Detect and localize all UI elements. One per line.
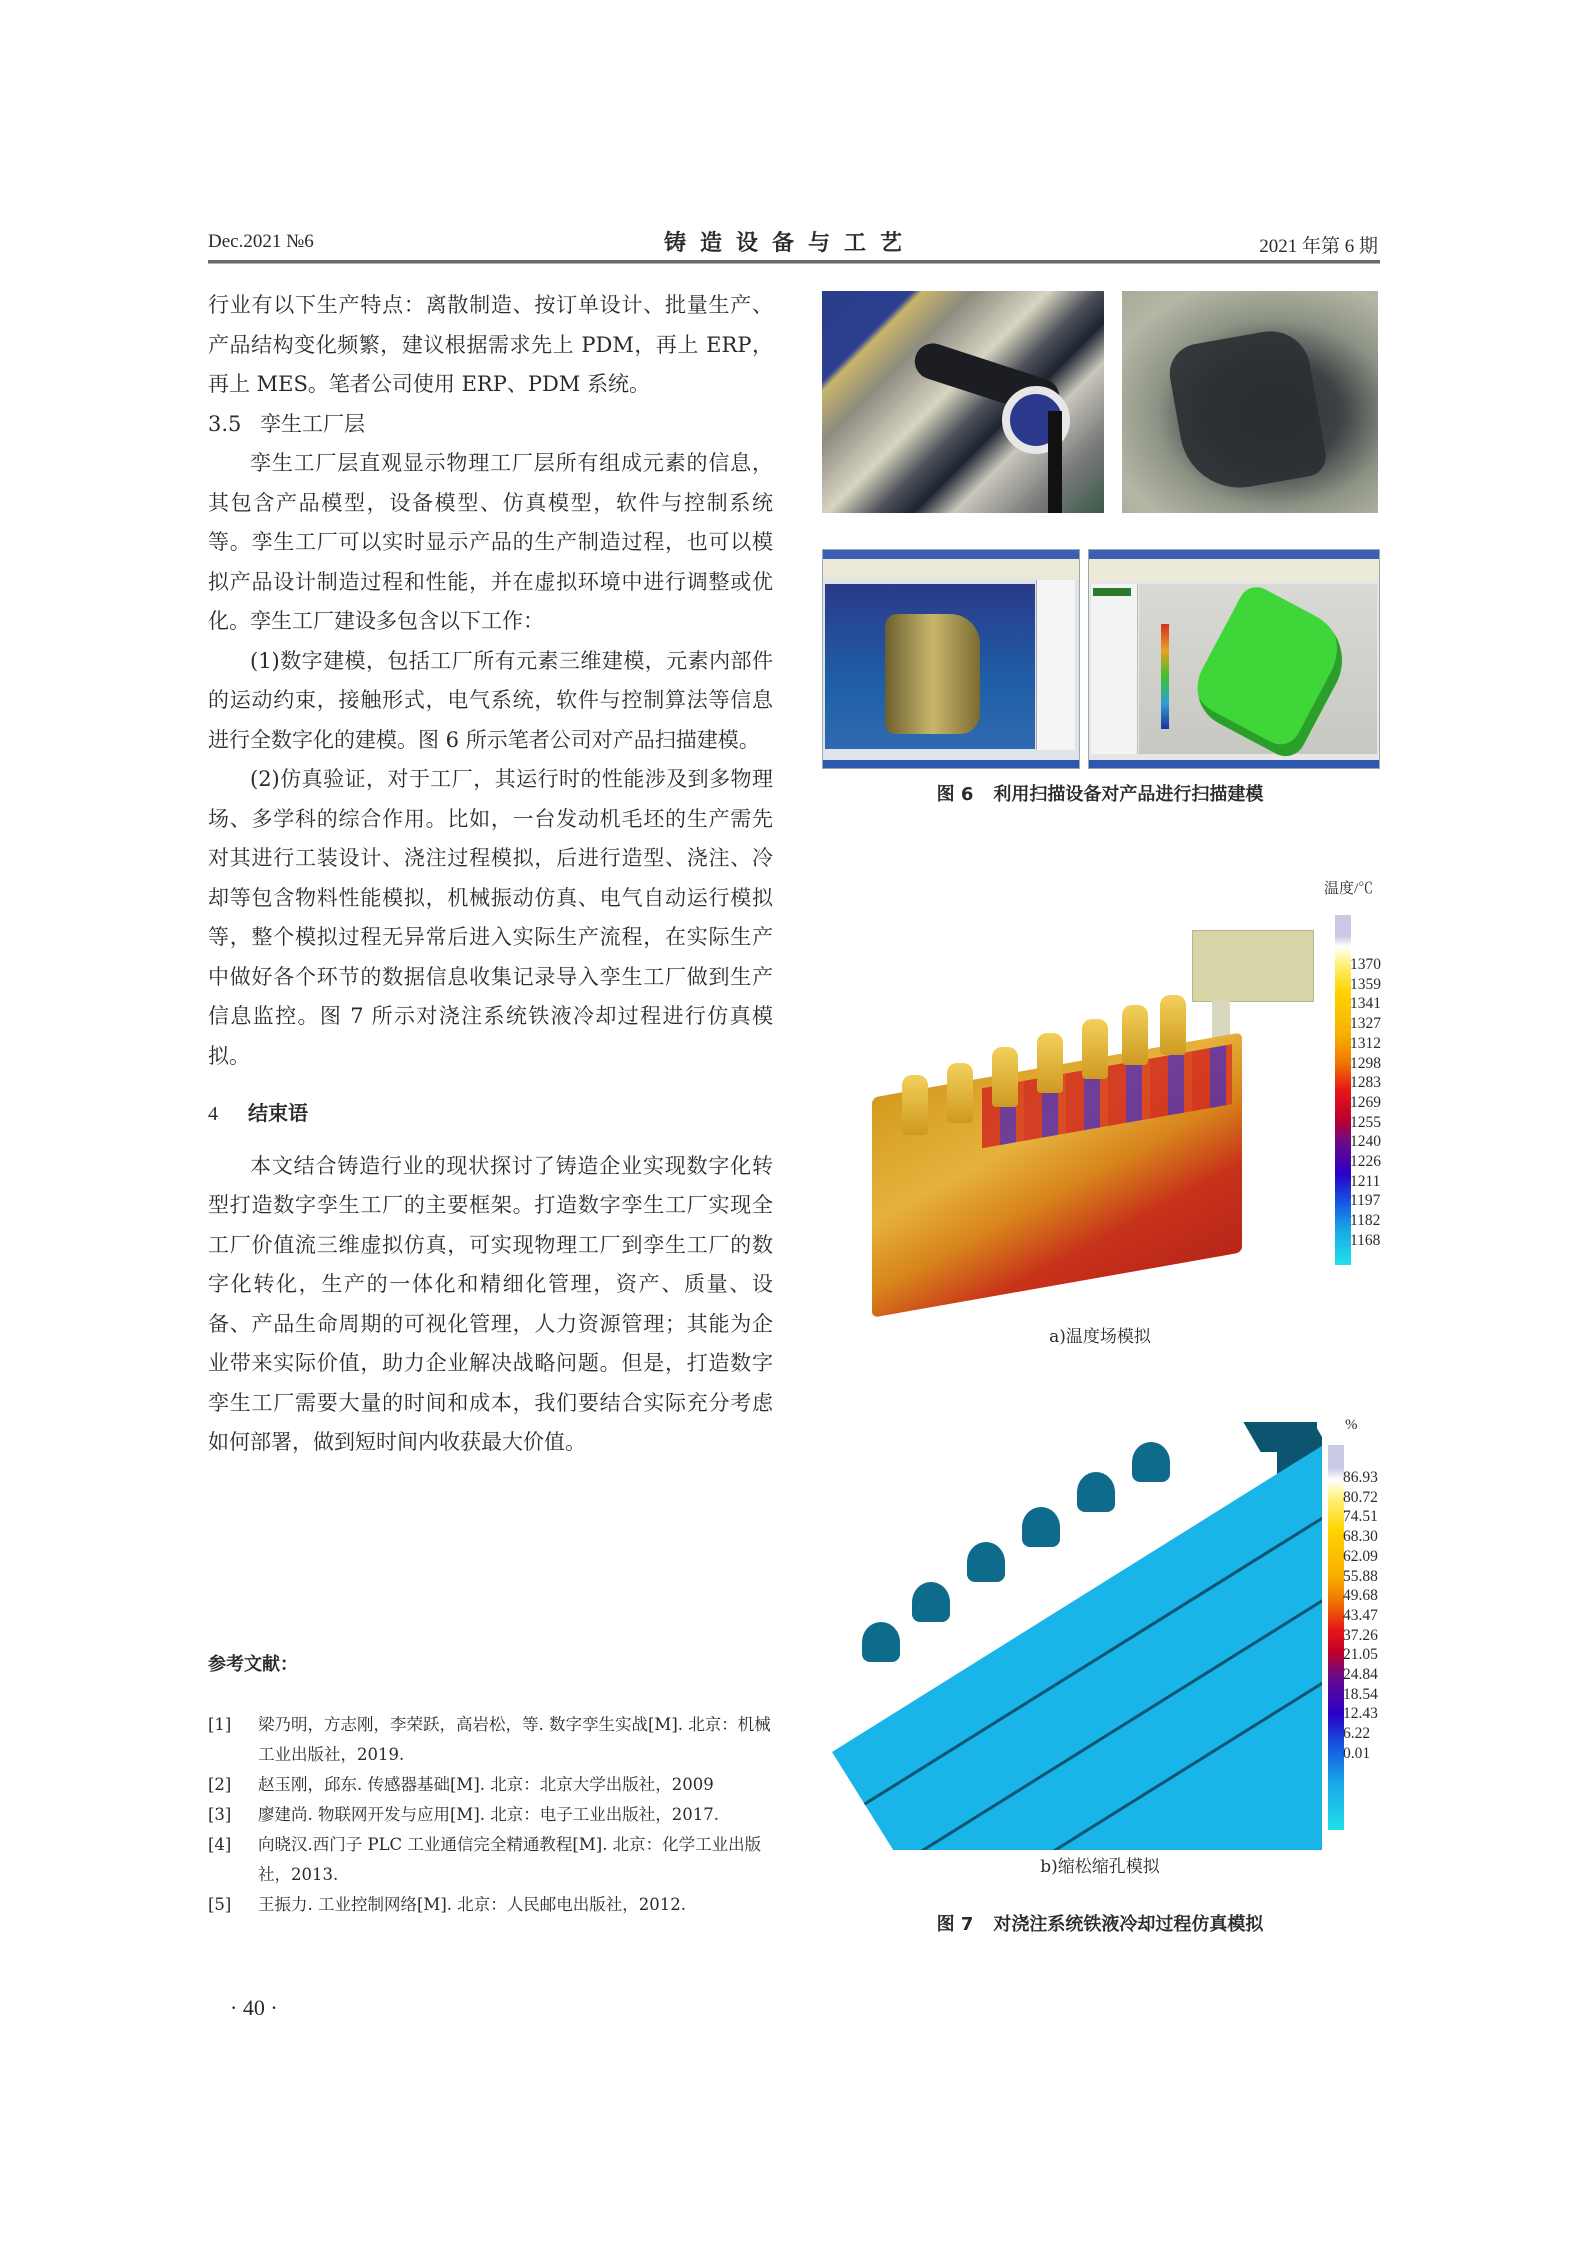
window-titlebar bbox=[1089, 550, 1379, 559]
legend-value: 1298 bbox=[1350, 1054, 1381, 1072]
pouring-cup bbox=[1192, 930, 1314, 1002]
temperature-color-bar bbox=[1335, 915, 1351, 1265]
porosity-legend-values bbox=[1343, 1468, 1378, 1764]
figure-number: 图 7 bbox=[936, 1914, 974, 1935]
legend-value: 0.01 bbox=[1343, 1744, 1371, 1762]
legend-value: 1269 bbox=[1350, 1093, 1381, 1111]
side-panel bbox=[1091, 584, 1138, 754]
legend-value: 1283 bbox=[1350, 1074, 1381, 1092]
reference-text: 梁乃明，方志刚，李荣跃，高岩松，等. 数字孪生实战[M]. 北京：机械工业出版社，2019. bbox=[258, 1715, 771, 1764]
riser bbox=[912, 1582, 950, 1622]
temperature-legend-values bbox=[1350, 955, 1381, 1251]
panel-header bbox=[1093, 588, 1131, 596]
journal-issue-en: Dec.2021 №6 bbox=[208, 231, 314, 252]
legend-value: 18.54 bbox=[1343, 1685, 1378, 1703]
shrinkage-porosity-simulation bbox=[832, 1422, 1322, 1850]
legend-value: 1255 bbox=[1350, 1113, 1381, 1131]
figure-7a-subcaption: a)温度场模拟 bbox=[1049, 1327, 1151, 1347]
riser bbox=[1132, 1442, 1170, 1482]
reference-item bbox=[208, 1890, 773, 1920]
legend-value: 55.88 bbox=[1343, 1567, 1378, 1585]
legend-value: 24.84 bbox=[1343, 1666, 1378, 1684]
legend-value: 62.09 bbox=[1343, 1547, 1378, 1565]
window-titlebar bbox=[823, 550, 1079, 559]
figure-caption-text: 利用扫描设备对产品进行扫描建模 bbox=[993, 784, 1264, 805]
paragraph: 行业有以下生产特点：离散制造、按订单设计、批量生产、产品结构变化频繁，建议根据需求先上 PDM，再上 ERP，再上 MES。笔者公司使用 ERP、PDM 系统。 bbox=[208, 293, 773, 396]
edge-line bbox=[901, 1534, 1322, 1850]
legend-value: 1312 bbox=[1350, 1034, 1381, 1052]
window-toolbar bbox=[823, 559, 1079, 579]
reference-number: [5] bbox=[208, 1895, 232, 1914]
edge-line bbox=[864, 1474, 1322, 1805]
riser bbox=[902, 1075, 928, 1135]
references-title: 参考文献： bbox=[208, 1654, 298, 1675]
legend-value: 1197 bbox=[1350, 1192, 1381, 1210]
header-rule bbox=[208, 260, 1380, 264]
legend-value: 1240 bbox=[1350, 1133, 1381, 1151]
paragraph: 孪生工厂层直观显示物理工厂层所有组成元素的信息，其包含产品模型，设备模型、仿真模型，软件与控制系统等。孪生工厂可以实时显示产品的生产制造过程，也可以模拟产品设计制造过程和性能，并在虚拟环境中进行调整或优化。孪生工厂建设多包含以下工作： bbox=[208, 451, 773, 633]
riser bbox=[1122, 1005, 1148, 1065]
taskbar bbox=[1089, 760, 1379, 768]
paragraph: 本文结合铸造行业的现状探讨了铸造企业实现数字化转型打造数字孪生工厂的主要框架。打造数字孪生工厂实现全工厂价值流三维虚拟仿真，可实现物理工厂到孪生工厂的数字化转化，生产的一体化和精细化管理，资产、质量、设备、产品生命周期的可视化管理，人力资源管理；其能为企业带来实际价值，助力企业解决战略问题。但是，打造数字孪生工厂需要大量的时间和成本，我们要结合实际充分考虑如何部署，做到短时间内收获最大价值。 bbox=[208, 1153, 773, 1454]
figure-caption-text: 对浇注系统铁液冷却过程仿真模拟 bbox=[993, 1914, 1264, 1935]
journal-title: 铸造设备与工艺 bbox=[663, 230, 916, 256]
riser bbox=[967, 1542, 1005, 1582]
reference-item bbox=[208, 1770, 773, 1800]
reference-number: [2] bbox=[208, 1775, 232, 1794]
3d-viewport bbox=[825, 584, 1035, 749]
tripod-pole bbox=[1048, 411, 1062, 513]
reference-text: 廖建尚. 物联网开发与应用[M]. 北京：电子工业出版社，2017. bbox=[258, 1805, 719, 1824]
reference-item bbox=[208, 1800, 773, 1830]
legend-value: 12.43 bbox=[1343, 1705, 1378, 1723]
legend-title: % bbox=[1345, 1417, 1358, 1433]
scan-software-screenshot bbox=[822, 549, 1080, 769]
reference-number: [1] bbox=[208, 1715, 232, 1734]
figure-number: 图 6 bbox=[936, 784, 974, 805]
window-toolbar bbox=[1089, 559, 1379, 581]
figure-6-caption bbox=[822, 780, 1378, 806]
section-number: 4 bbox=[208, 1103, 218, 1125]
left-column bbox=[208, 286, 773, 1463]
paragraph: (2)仿真验证，对于工厂，其运行时的性能涉及到多物理场、多学科的综合作用。比如，一台发动机毛坯的生产需先对其进行工装设计、浇注过程模拟，后进行造型、浇注、冷却等包含物料性能模拟，机械振动仿真、电气自动运行模拟等，整个模拟过程无异常后进入实际生产流程，在实际生产中做好各个环节的数据信息收集记录导入孪生工厂做到生产信息监控。图 7 所示对浇注系统铁液冷却过程进行仿真模拟。 bbox=[208, 767, 773, 1068]
legend-value: 21.05 bbox=[1343, 1646, 1378, 1664]
3d-viewport bbox=[1139, 584, 1377, 754]
figure-7-caption bbox=[822, 1910, 1378, 1936]
section-number: 3.5 bbox=[208, 411, 242, 436]
reference-text: 向晓汉.西门子 PLC 工业通信完全精通教程[M]. 北京：化学工业出版社，2013. bbox=[258, 1835, 762, 1884]
scanned-model bbox=[885, 614, 980, 734]
figure-7b-subcaption: b)缩松缩孔模拟 bbox=[1040, 1857, 1160, 1877]
color-scale bbox=[1161, 624, 1169, 729]
temperature-field-simulation bbox=[862, 925, 1312, 1320]
reference-item bbox=[208, 1830, 773, 1890]
legend-value: 86.93 bbox=[1343, 1469, 1378, 1486]
legend-title: 温度/℃ bbox=[1324, 881, 1374, 897]
legend-value: 1168 bbox=[1350, 1231, 1381, 1249]
riser bbox=[1160, 995, 1186, 1055]
section-title: 孪生工厂层 bbox=[260, 411, 365, 436]
legend-value: 49.68 bbox=[1343, 1587, 1378, 1605]
riser bbox=[1077, 1472, 1115, 1512]
porosity-color-bar bbox=[1328, 1445, 1344, 1830]
taskbar bbox=[823, 760, 1079, 768]
riser bbox=[1082, 1019, 1108, 1079]
legend-value: 6.22 bbox=[1343, 1725, 1371, 1743]
section-heading-3-5 bbox=[208, 405, 773, 445]
deviation-model bbox=[1183, 581, 1359, 763]
side-panel bbox=[1036, 580, 1075, 750]
legend-value: 1370 bbox=[1350, 956, 1381, 973]
reference-number: [4] bbox=[208, 1835, 232, 1854]
legend-value: 1327 bbox=[1350, 1015, 1381, 1033]
legend-value: 1226 bbox=[1350, 1153, 1381, 1171]
paragraph: (1)数字建模，包括工厂所有元素三维建模，元素内部件的运动约束，接触形式，电气系统，软件与控制算法等信息进行全数字化的建模。图 6 所示笔者公司对产品扫描建模。 bbox=[208, 648, 773, 752]
scanner-photo bbox=[822, 291, 1104, 513]
section-heading-4 bbox=[208, 1094, 773, 1135]
riser bbox=[1022, 1507, 1060, 1547]
casting-part bbox=[1165, 325, 1329, 497]
page-number: · 40 · bbox=[230, 1995, 278, 2020]
riser bbox=[947, 1063, 973, 1123]
casting-part-photo bbox=[1122, 291, 1378, 513]
section-title: 结束语 bbox=[248, 1101, 308, 1125]
legend-value: 1182 bbox=[1350, 1212, 1381, 1230]
reference-item bbox=[208, 1710, 773, 1770]
references-list bbox=[208, 1710, 773, 1920]
journal-issue-cn: 2021 年第 6 期 bbox=[1259, 236, 1378, 257]
riser bbox=[1037, 1033, 1063, 1093]
legend-value: 1359 bbox=[1350, 975, 1381, 993]
legend-value: 68.30 bbox=[1343, 1528, 1378, 1546]
reference-text: 赵玉刚，邱东. 传感器基础[M]. 北京：北京大学出版社，2009 bbox=[258, 1775, 714, 1794]
deviation-analysis-screenshot bbox=[1088, 549, 1380, 769]
legend-value: 37.26 bbox=[1343, 1626, 1378, 1644]
legend-value: 80.72 bbox=[1343, 1488, 1378, 1506]
legend-value: 1211 bbox=[1350, 1172, 1381, 1190]
riser bbox=[992, 1047, 1018, 1107]
reference-text: 王振力. 工业控制网络[M]. 北京：人民邮电出版社，2012. bbox=[258, 1895, 686, 1914]
riser bbox=[862, 1622, 900, 1662]
legend-value: 74.51 bbox=[1343, 1508, 1378, 1526]
legend-value: 1341 bbox=[1350, 995, 1381, 1013]
reference-number: [3] bbox=[208, 1805, 232, 1824]
legend-value: 43.47 bbox=[1343, 1606, 1378, 1624]
